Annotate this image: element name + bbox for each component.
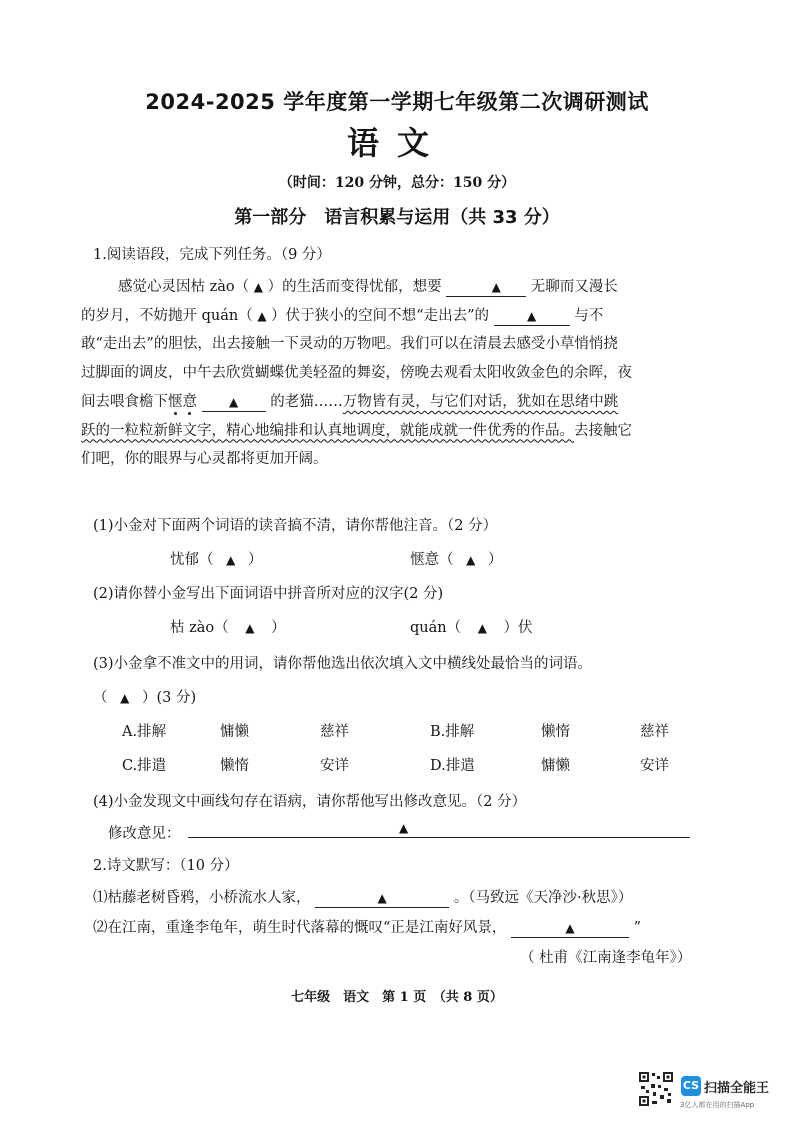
underlined-sentence: 跃的一粒粒新鲜文字，精心地编排和认真地调度，就能成就一件优秀的作品。 xyxy=(81,422,574,439)
passage-line xyxy=(81,302,710,331)
fill-blank-3[interactable] xyxy=(202,393,266,412)
paren-close: ） xyxy=(271,620,286,636)
poem-text: ⑵在江南，重逢李龟年，萌生时代落幕的慨叹“正是江南好风景， xyxy=(93,920,507,936)
answer-blank[interactable]: ▲ xyxy=(120,691,130,705)
q2-line2 xyxy=(93,916,641,938)
paren-close: ）(3 分) xyxy=(141,690,197,706)
q1-sub3-prompt: (3)小金拿不准文中的用词，请你帮他选出依次填入文中横线处最恰当的词语。 xyxy=(93,656,593,672)
q1-heading: 1.阅读语段，完成下列任务。（9 分） xyxy=(93,247,331,263)
passage-text: ）伏于狭小的空间不想“走出去”的 xyxy=(271,307,489,324)
paren-close: ） xyxy=(247,552,263,568)
paren-close: ） xyxy=(487,552,503,568)
blank-mark: ▲ xyxy=(377,891,387,905)
page-footer: 七年级 语文 第 1 页 （共 8 页） xyxy=(291,990,503,1005)
option-c-word2: 懒惰 xyxy=(220,758,249,774)
passage-text: 去接触它 xyxy=(574,422,632,439)
passage-line: 们吧，你的眼界与心灵都将更加开阔。 xyxy=(81,451,328,468)
answer-blank[interactable]: ▲ xyxy=(245,621,255,635)
revision-label: 修改意见： xyxy=(108,826,181,842)
passage-text: 的岁月，不妨抛开 quán（ xyxy=(81,307,253,324)
passage-text: ）的生活而变得忧郁，想要 xyxy=(267,279,442,295)
q2-heading: 2.诗文默写：（10 分） xyxy=(93,858,239,874)
option-d-word2: 慵懒 xyxy=(541,758,570,774)
option-c-word3: 安详 xyxy=(320,758,349,774)
blank-mark: ▲ xyxy=(526,308,537,323)
passage-text: 无聊而又漫长 xyxy=(530,279,618,295)
option-a-word2: 慵懒 xyxy=(220,724,249,740)
blank-mark: ▲ xyxy=(565,921,575,935)
answer-blank[interactable]: ▲ xyxy=(226,553,236,567)
q1-sub3-answer xyxy=(93,686,196,707)
camscanner-name: 扫描全能王 xyxy=(704,1081,770,1096)
option-a-word3: 慈祥 xyxy=(320,724,349,740)
q2-line1 xyxy=(93,886,632,908)
passage-text: 的老猫…… xyxy=(270,393,343,410)
answer-blank[interactable]: ▲ xyxy=(477,621,487,635)
blank-mark: ▲ xyxy=(491,280,501,294)
word-text: 忧郁（ xyxy=(170,552,214,568)
answer-blank[interactable]: ▲ xyxy=(466,553,476,567)
poem-blank-2[interactable] xyxy=(511,919,629,938)
option-b-word3: 慈祥 xyxy=(640,724,669,740)
camscanner-tagline: 3亿人都在用的扫描App xyxy=(680,1101,755,1109)
passage-line xyxy=(81,388,710,417)
time-info: （时间：120 分钟，总分：150 分） xyxy=(278,175,516,191)
fill-blank-1[interactable] xyxy=(446,278,526,297)
word-text: 惬意（ xyxy=(410,552,454,568)
paren-open: （ xyxy=(93,690,108,706)
blank-mark: ▲ xyxy=(228,394,239,409)
q1-passage xyxy=(81,273,710,474)
qr-code-icon xyxy=(638,1071,674,1107)
option-d-word3: 安详 xyxy=(640,758,669,774)
option-c-label: C.排遣 xyxy=(122,758,167,774)
q1-sub1-word1 xyxy=(170,548,262,569)
q2-line2-source: （ 杜甫《江南逢李龟年》） xyxy=(520,950,692,966)
q1-sub4-prompt: (4)小金发现文中画线句存在语病，请你帮他写出修改意见。（2 分） xyxy=(93,794,527,810)
paren-close: ）伏 xyxy=(503,620,533,636)
option-b-label: B.排解 xyxy=(430,724,475,740)
word-text: 枯 zào（ xyxy=(170,620,229,636)
dotted-char: 意 xyxy=(182,393,197,410)
option-a-label: A.排解 xyxy=(122,724,167,740)
option-b-word2: 懒惰 xyxy=(541,724,570,740)
option-d-label: D.排遣 xyxy=(430,758,475,774)
revision-answer-line[interactable] xyxy=(188,837,690,838)
q1-sub2-word1 xyxy=(170,616,286,637)
q1-sub2-prompt: (2)请你替小金写出下面词语中拼音所对应的汉字(2 分) xyxy=(93,586,444,602)
q1-sub1-prompt: (1)小金对下面两个词语的读音搞不清，请你帮他注音。（2 分） xyxy=(93,518,498,534)
blank-mark: ▲ xyxy=(257,308,267,323)
camscanner-logo-icon: CS xyxy=(681,1076,701,1096)
underlined-sentence: 万物皆有灵，与它们对话，犹如在思绪中跳 xyxy=(342,393,619,410)
dotted-char: 惬 xyxy=(168,393,183,410)
poem-blank-1[interactable] xyxy=(315,889,449,908)
q1-sub2-word2 xyxy=(410,616,533,637)
passage-text: 与不 xyxy=(574,307,604,324)
word-text: quán（ xyxy=(410,620,462,636)
passage-line: 过脚面的调皮，中午去欣赏蝴蝶优美轻盈的舞姿，傍晚去观看太阳收敛金色的余晖，夜 xyxy=(81,365,632,382)
exam-title: 2024-2025 学年度第一学期七年级第二次调研测试 xyxy=(145,90,649,114)
subject-title: 语文 xyxy=(346,124,447,162)
blank-mark: ▲ xyxy=(253,280,263,294)
blank-mark: ▲ xyxy=(399,821,409,835)
passage-line xyxy=(81,417,710,446)
q1-sub1-word2 xyxy=(410,548,502,569)
passage-text: 间去喂食檐下 xyxy=(81,393,168,410)
part-title: 第一部分 语言积累与运用（共 33 分） xyxy=(234,207,560,228)
passage-text: 感觉心灵因枯 zào（ xyxy=(118,279,250,295)
poem-text: ⑴枯藤老树昏鸦，小桥流水人家， xyxy=(93,890,311,906)
poem-source: 。（马致远《天净沙·秋思》） xyxy=(453,890,633,906)
quote-close: ” xyxy=(633,920,642,936)
fill-blank-2[interactable] xyxy=(494,307,570,326)
passage-line: 敢“走出去”的胆怯，出去接触一下灵动的万物吧。我们可以在清晨去感受小草悄悄挠 xyxy=(81,336,618,353)
passage-line xyxy=(98,273,710,302)
